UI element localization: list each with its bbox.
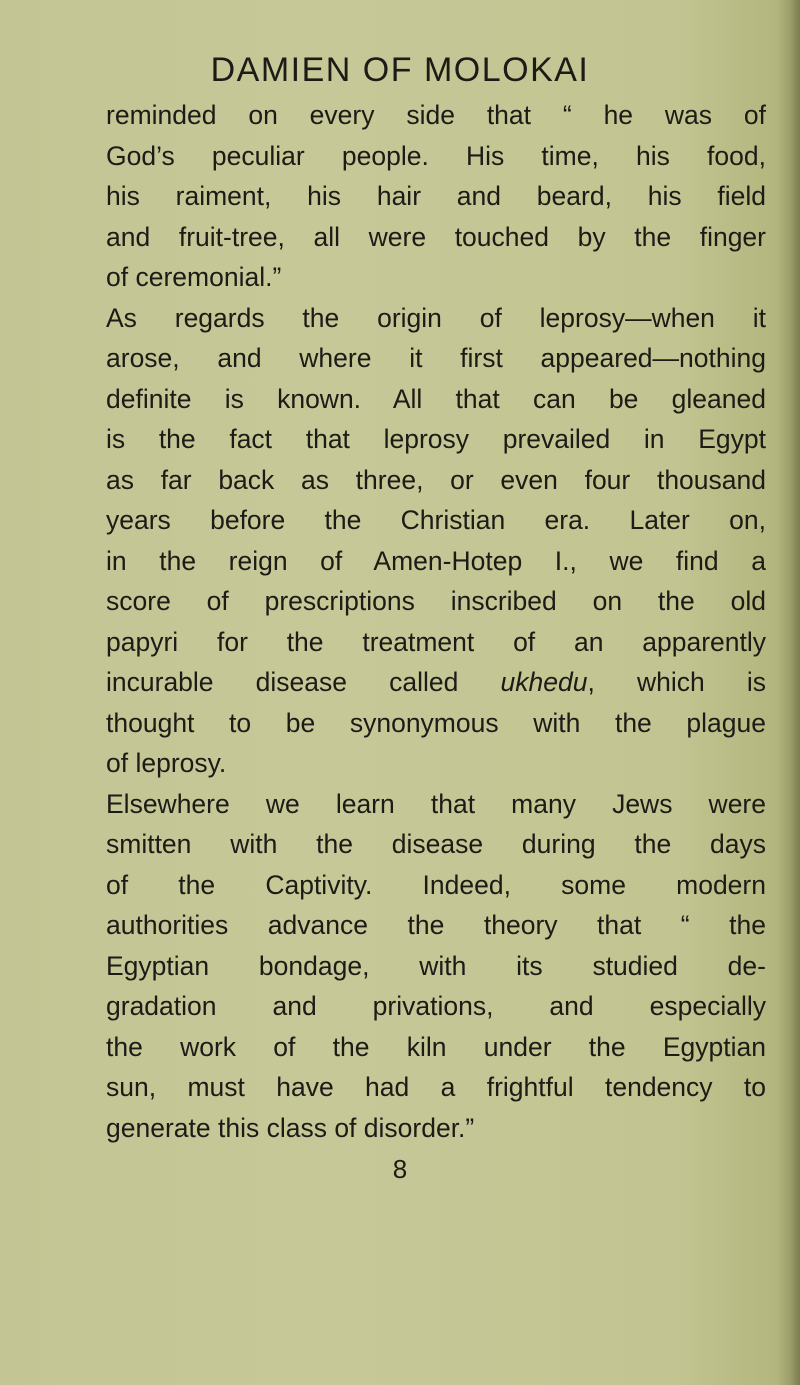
text-line: of the Captivity. Indeed, some modern xyxy=(106,869,766,900)
text-line: papyri for the treatment of an apparently xyxy=(106,626,766,657)
body-text xyxy=(106,95,766,1148)
text-line: gradation and privations, and especially xyxy=(106,991,766,1021)
text-line: arose, and where it first appeared—nothing xyxy=(106,343,766,373)
text-line: thought to be synonymous with the plague xyxy=(106,707,766,738)
text-line: in the reign of Amen-Hotep I., we find a xyxy=(106,545,766,576)
text-line: as far back as three, or even four thousand xyxy=(106,464,766,495)
text-line: As regards the origin of leprosy—when it xyxy=(106,302,766,333)
text-line: smitten with the disease during the days xyxy=(106,829,766,859)
text-line: his raiment, his hair and beard, his field xyxy=(106,181,766,211)
text-line-with-italic xyxy=(106,662,766,703)
page-number: 8 xyxy=(392,1154,408,1184)
text-line: the work of the kiln under the Egyptian xyxy=(106,1031,766,1062)
text-line: is the fact that leprosy prevailed in Egypt xyxy=(106,424,766,454)
text-line: years before the Christian era. Later on, xyxy=(106,505,766,535)
text-line: generate this class of disorder.” xyxy=(106,1112,475,1143)
text-line: reminded on every side that “ he was of xyxy=(106,100,766,130)
text-line: Egyptian bondage, with its studied de- xyxy=(106,950,766,981)
text-line: score of prescriptions inscribed on the old xyxy=(106,586,766,616)
text-line: definite is known. All that can be gleaned xyxy=(106,383,766,414)
text-line: authorities advance the theory that “ the xyxy=(106,910,766,940)
italic-term: ukhedu xyxy=(500,667,588,697)
text-segment: incurable disease called xyxy=(106,667,501,697)
text-line: God’s peculiar people. His time, his food, xyxy=(106,140,766,171)
running-head: DAMIEN OF MOLOKAI xyxy=(210,51,590,89)
text-line: and fruit-tree, all were touched by the finger xyxy=(106,221,766,252)
text-segment: , which is xyxy=(587,667,766,697)
text-line: of ceremonial.” xyxy=(106,262,282,292)
text-line: Elsewhere we learn that many Jews were xyxy=(106,788,766,819)
text-line: sun, must have had a frightful tendency to xyxy=(106,1072,766,1102)
text-line: of leprosy. xyxy=(106,748,227,778)
